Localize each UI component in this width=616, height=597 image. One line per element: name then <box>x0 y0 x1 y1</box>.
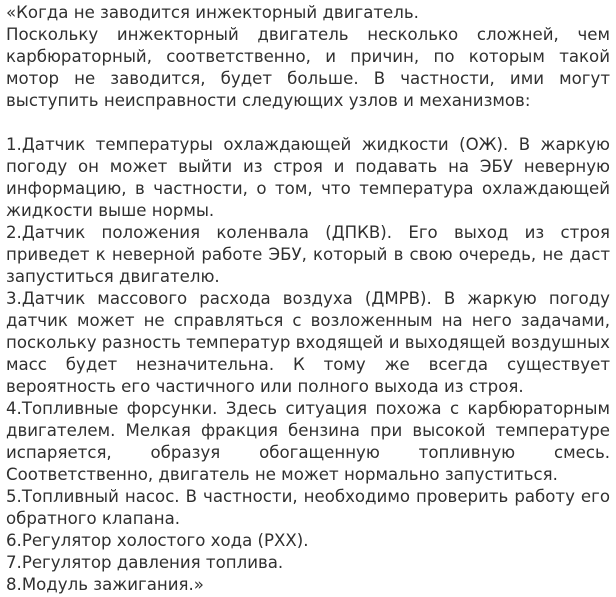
list-item-1: 1.Датчик температуры охлаждающей жидкости (ОЖ). В жаркую погоду он может выйти из строя и подавать на ЭБУ неверную информацию, в частности, о том, что температура охлаждающей жидкости выше нормы. <box>6 135 610 220</box>
paragraph-gap <box>6 112 610 134</box>
list-item-3: 3.Датчик массового расхода воздуха (ДМРВ). В жаркую погоду датчик может не справляться с возложенным на него задачами, поскольку разность температур входящей и выходящей воздушных масс будет незначительна. К тому же всегда существует вероятность его частичного или полного выхода из строя. <box>6 289 610 396</box>
list-item-6: 6.Регулятор холостого хода (РХХ). <box>6 531 309 550</box>
list-item-8: 8.Модуль зажигания.» <box>6 575 204 594</box>
list-item-5: 5.Топливный насос. В частности, необходимо проверить работу его обратного клапана. <box>6 487 610 528</box>
article-heading: «Когда не заводится инжекторный двигатель. <box>6 3 419 22</box>
article-text <box>6 2 610 596</box>
list-item-2: 2.Датчик положения коленвала (ДПКВ). Его выход из строя приведет к неверной работе ЭБУ, который в свою очередь, не даст запуститься двигателю. <box>6 223 610 286</box>
intro-paragraph: Поскольку инжекторный двигатель несколько сложней, чем карбюраторный, соответственно, и причин, по которым такой мотор не заводится, будет больше. В частности, ими могут выступить неисправности следующих узлов и механизмов: <box>6 25 610 110</box>
list-item-4: 4.Топливные форсунки. Здесь ситуация похожа с карбюраторным двигателем. Мелкая фракция бензина при высокой температуре испаряется, образуя обогащенную топливную смесь. Соответственно, двигатель не может нормально запуститься. <box>6 399 610 484</box>
list-item-7: 7.Регулятор давления топлива. <box>6 553 284 572</box>
